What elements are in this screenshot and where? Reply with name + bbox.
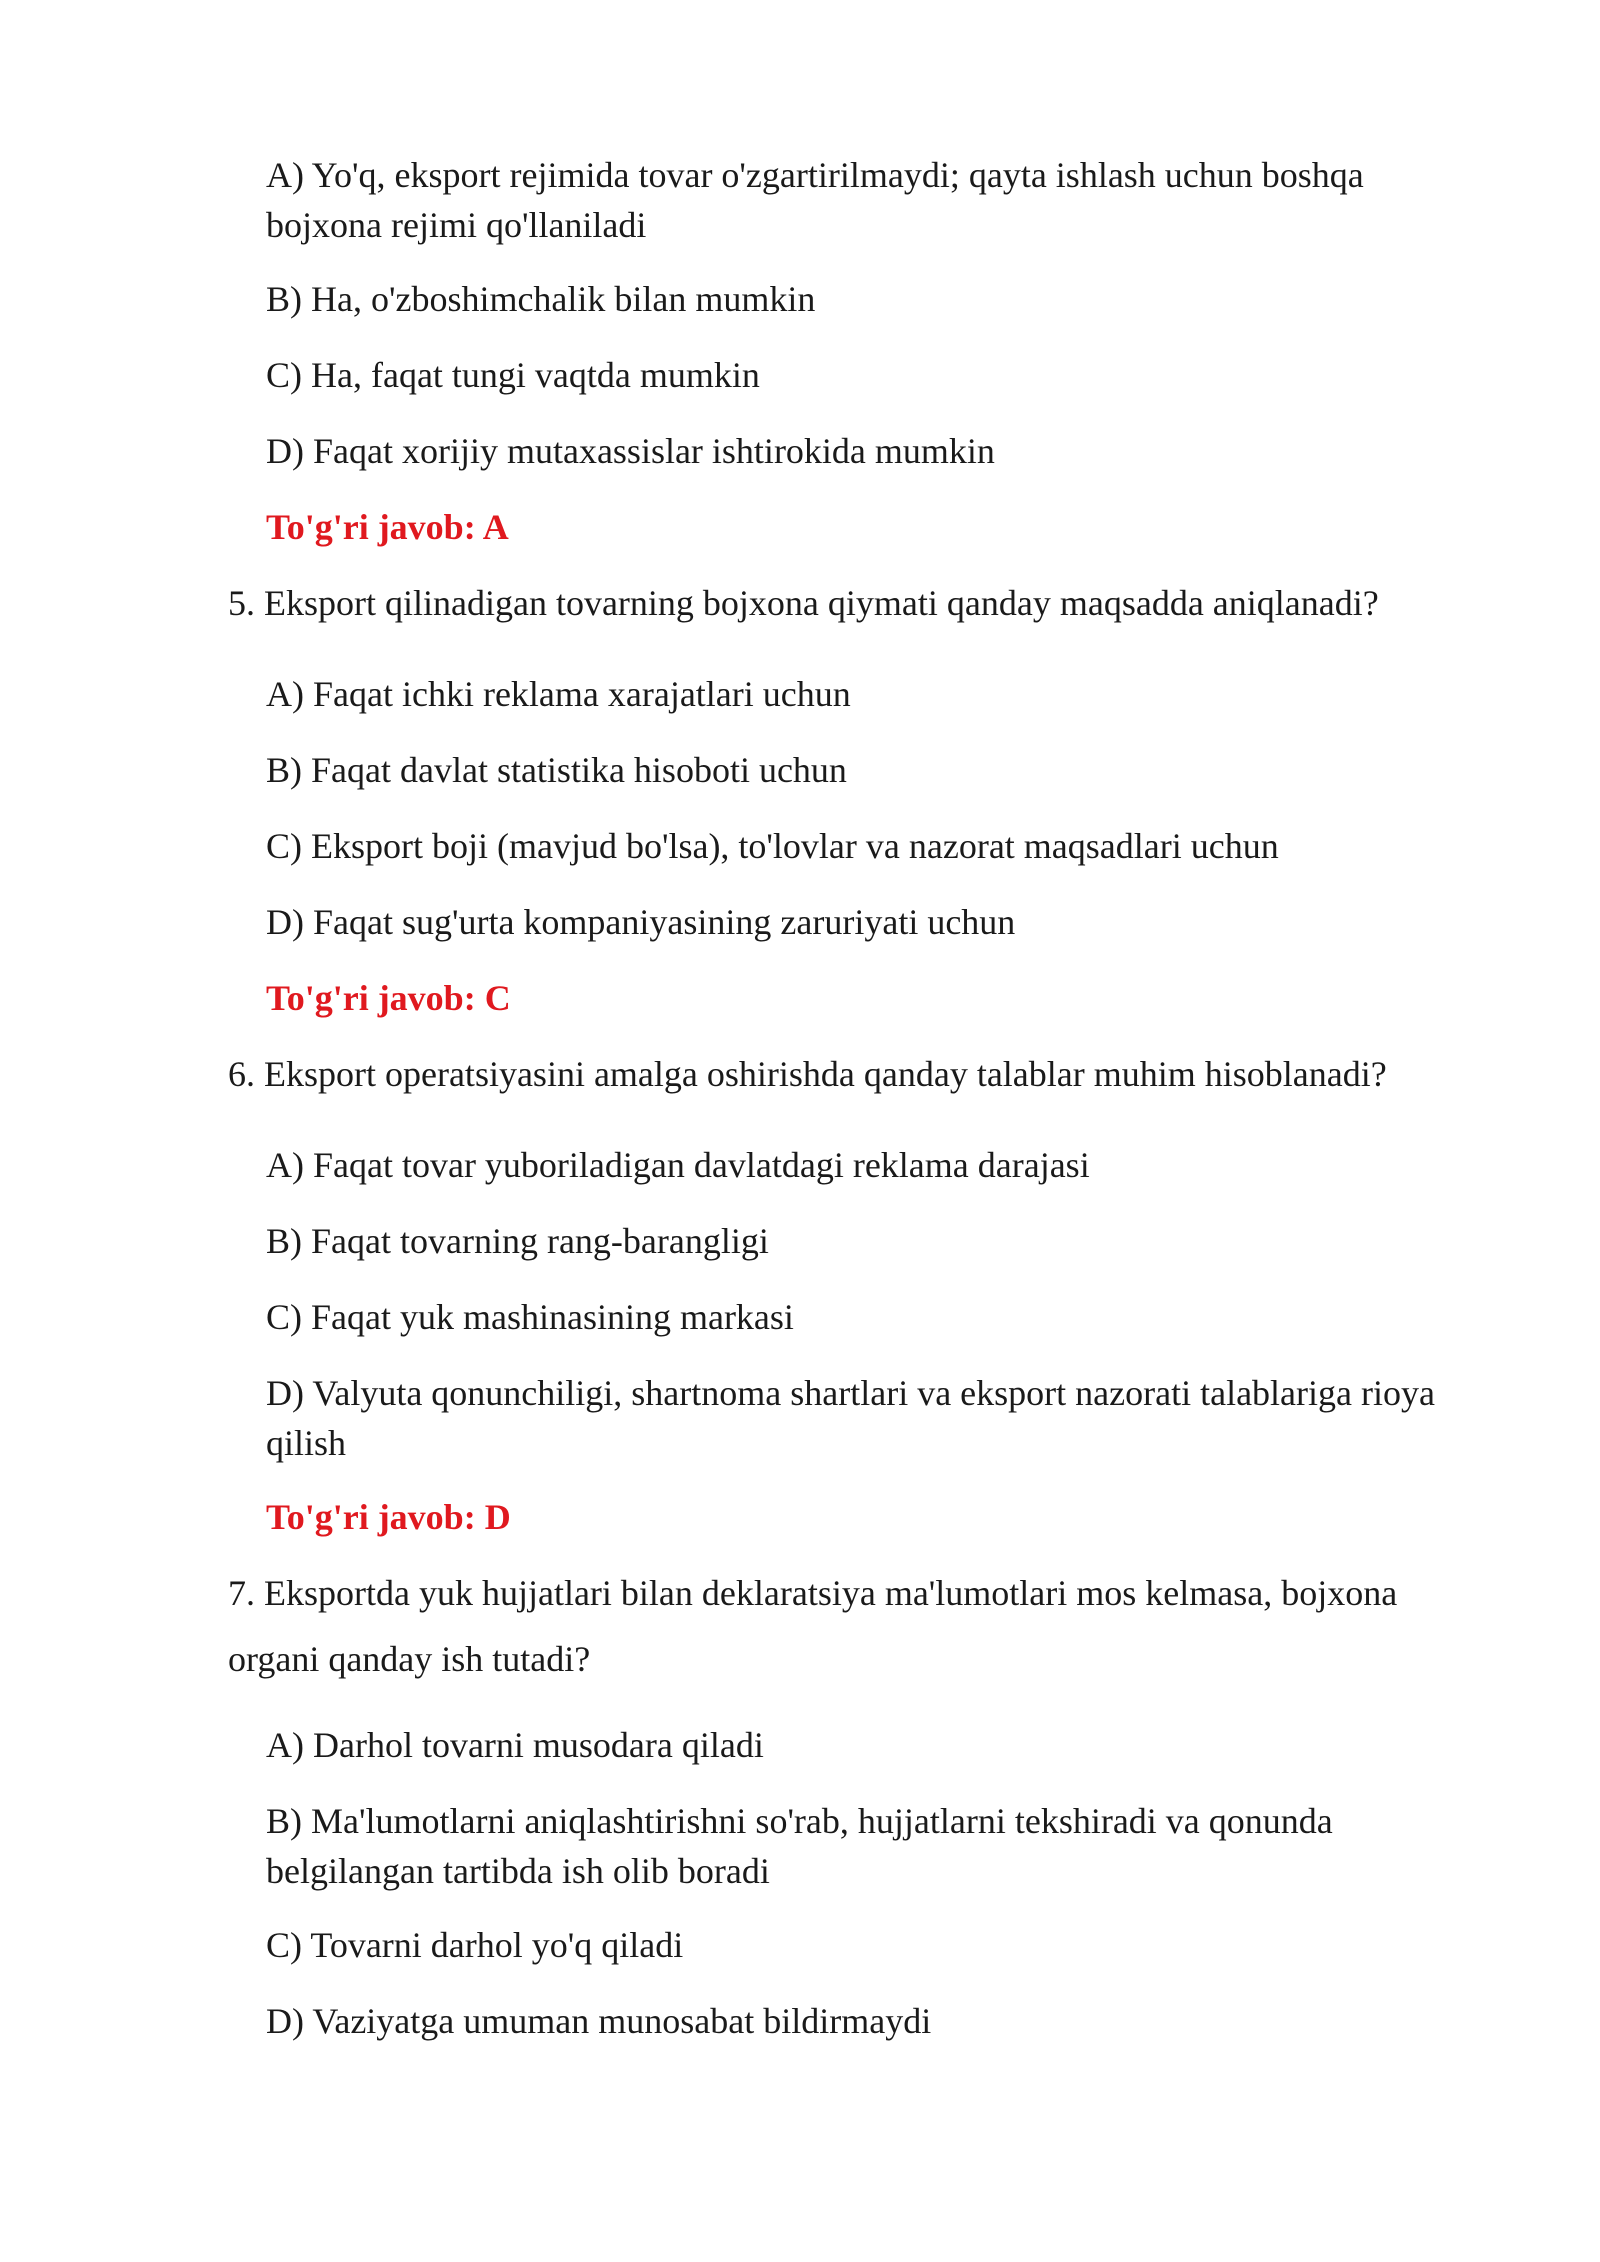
question-5: 5. Eksport qilinadigan tovarning bojxona qiymati qanday maqsadda aniqlanadi? [228, 583, 1379, 623]
option-d: D) Faqat xorijiy mutaxassislar ishtirokida mumkin [266, 431, 995, 471]
question-7: 7. Eksportda yuk hujjatlari bilan deklaratsiya ma'lumotlari mos kelmasa, bojxona organi qanday ish tutadi? [228, 1573, 1398, 1679]
option-a: A) Yo'q, eksport rejimida tovar o'zgartirilmaydi; qayta ishlash uchun boshqa bojxona rejimi qo'llaniladi [266, 155, 1364, 245]
option-a: A) Faqat ichki reklama xarajatlari uchun [266, 674, 851, 714]
question-6: 6. Eksport operatsiyasini amalga oshirishda qanday talablar muhim hisoblanadi? [228, 1054, 1387, 1094]
option-b: B) Faqat tovarning rang-barangligi [266, 1221, 769, 1261]
correct-answer: To'g'ri javob: C [266, 978, 511, 1018]
correct-answer: To'g'ri javob: A [266, 507, 509, 547]
option-c: C) Faqat yuk mashinasining markasi [266, 1297, 794, 1337]
option-b: B) Faqat davlat statistika hisoboti uchun [266, 750, 847, 790]
option-c: C) Ha, faqat tungi vaqtda mumkin [266, 355, 760, 395]
option-d: D) Valyuta qonunchiligi, shartnoma shartlari va eksport nazorati talablariga rioya qilish [266, 1373, 1435, 1463]
option-d: D) Faqat sug'urta kompaniyasining zaruriyati uchun [266, 902, 1016, 942]
option-a: A) Faqat tovar yuboriladigan davlatdagi reklama darajasi [266, 1145, 1090, 1185]
option-c: C) Tovarni darhol yo'q qiladi [266, 1925, 684, 1965]
option-a: A) Darhol tovarni musodara qiladi [266, 1725, 764, 1765]
option-b: B) Ha, o'zboshimchalik bilan mumkin [266, 279, 816, 319]
correct-answer: To'g'ri javob: D [266, 1497, 511, 1537]
option-b: B) Ma'lumotlarni aniqlashtirishni so'rab, hujjatlarni tekshiradi va qonunda belgilangan tartibda ish olib boradi [266, 1801, 1333, 1891]
option-c: C) Eksport boji (mavjud bo'lsa), to'lovlar va nazorat maqsadlari uchun [266, 826, 1279, 866]
option-d: D) Vaziyatga umuman munosabat bildirmaydi [266, 2001, 932, 2041]
